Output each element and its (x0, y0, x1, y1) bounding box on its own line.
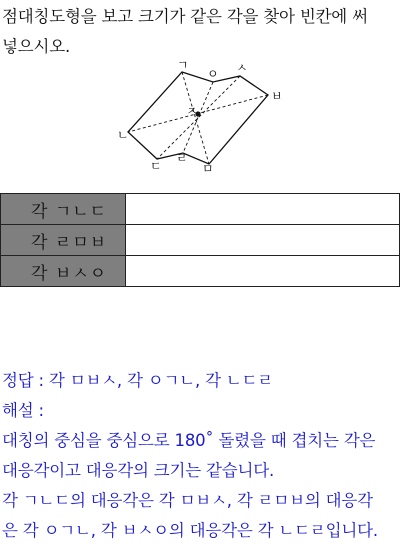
figure-diagram (0, 60, 400, 180)
center-dashed-lines (128, 72, 268, 164)
explanation-line-2: 대응각이고 대응각의 크기는 같습니다. (2, 461, 275, 480)
point-symmetric-figure (0, 60, 400, 180)
table-row (1, 194, 400, 225)
question-line-1: 점대칭도형을 보고 크기가 같은 각을 찾아 빈칸에 써 (2, 7, 368, 26)
label-o: ㅇ (207, 67, 219, 81)
label-m: ㅁ (202, 162, 214, 176)
label-s: ㅅ (236, 61, 248, 75)
dashed-line-s-d (157, 76, 240, 159)
explanation-line-4: 은 각 ㅇㄱㄴ, 각 ㅂㅅㅇ의 대응각은 각 ㄴㄷㄹ입니다. (2, 521, 378, 540)
explanation-label: 해설 : (2, 401, 44, 420)
angle-label-cell: 각 ㅂㅅㅇ (1, 256, 126, 287)
answer-blank-cell[interactable] (126, 256, 400, 287)
label-g: ㄱ (177, 60, 189, 72)
table-row (1, 225, 400, 256)
answer-blank-cell[interactable] (126, 225, 400, 256)
answer-line: 정답 : 각 ㅁㅂㅅ, 각 ㅇㄱㄴ, 각 ㄴㄷㄹ (2, 371, 274, 390)
solution-section (2, 366, 400, 546)
answer-blank-cell[interactable] (126, 194, 400, 225)
explanation-line-1: 대칭의 중심을 중심으로 180˚ 돌렸을 때 겹치는 각은 (2, 431, 376, 450)
question-line-2: 넣으시오. (2, 37, 71, 56)
label-center: ㅈ (186, 104, 198, 118)
explanation-line-3: 각 ㄱㄴㄷ의 대응각은 각 ㅁㅂㅅ, 각 ㄹㅁㅂ의 대응각 (2, 491, 373, 510)
label-n: ㄴ (117, 128, 129, 142)
table-row (1, 256, 400, 287)
question-text (2, 2, 398, 62)
angle-label-cell: 각 ㄱㄴㄷ (1, 194, 126, 225)
answer-table (0, 193, 400, 287)
label-d: ㄷ (150, 159, 162, 173)
angle-label-cell: 각 ㄹㅁㅂ (1, 225, 126, 256)
label-b: ㅂ (271, 89, 283, 103)
label-r: ㄹ (176, 151, 188, 165)
